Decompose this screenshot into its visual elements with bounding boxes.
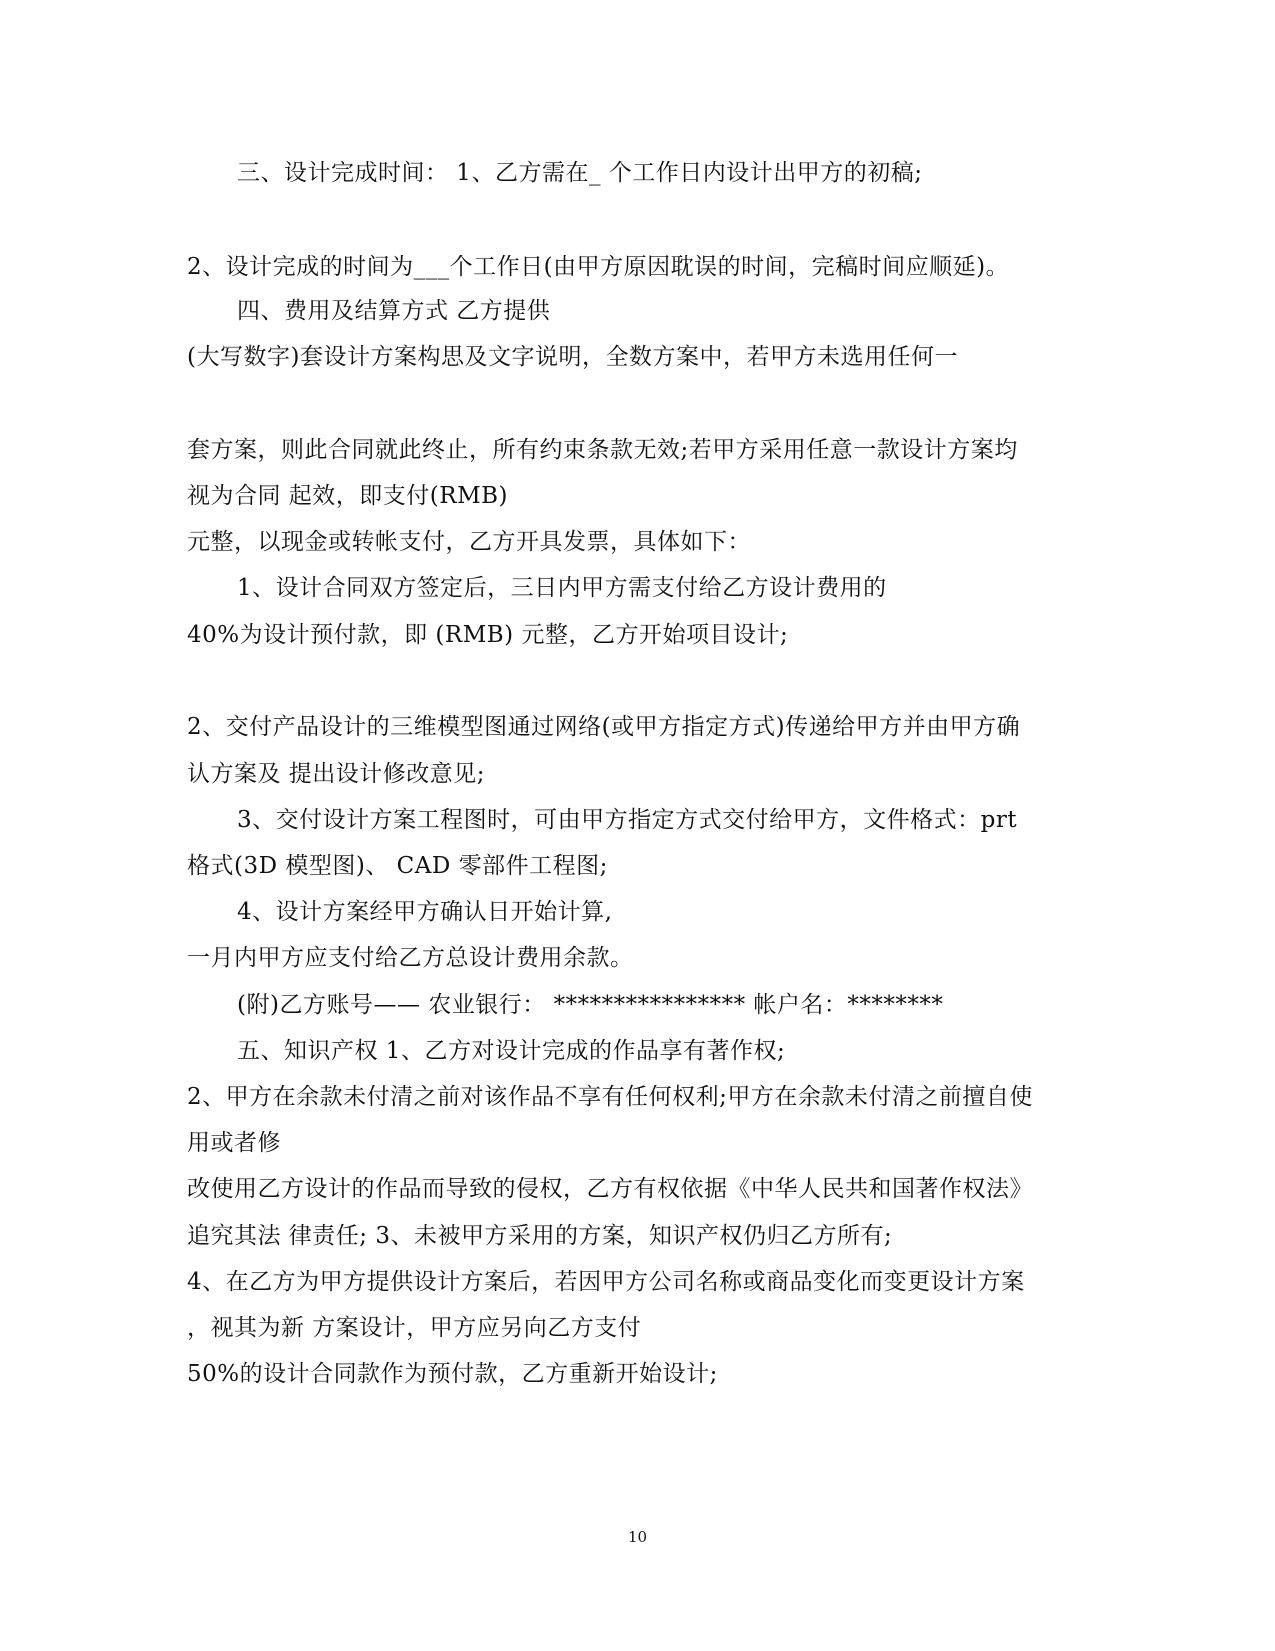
- text-line: (大写数字)套设计方案构思及文字说明，全数方案中，若甲方未选用任何一: [187, 344, 958, 370]
- text-line: 3、交付设计方案工程图时，可由甲方指定方式交付给甲方，文件格式：prt: [237, 807, 1018, 833]
- text-line: 元整，以现金或转帐支付，乙方开具发票，具体如下：: [187, 529, 751, 555]
- text-line: 格式(3D 模型图)、 CAD 零部件工程图;: [187, 853, 608, 879]
- text-line: 2、交付产品设计的三维模型图通过网络(或甲方指定方式)传递给甲方并由甲方确: [187, 714, 1021, 740]
- text-line: 套方案，则此合同就此终止，所有约束条款无效;若甲方采用任意一款设计方案均: [187, 437, 1018, 463]
- text-line: 用或者修: [187, 1130, 281, 1156]
- text-line: 4、设计方案经甲方确认日开始计算,: [237, 899, 613, 925]
- text-line: 50%的设计合同款作为预付款，乙方重新开始设计;: [187, 1361, 718, 1387]
- text-line: 改使用乙方设计的作品而导致的侵权，乙方有权依据《中华人民共和国著作权法》: [187, 1176, 1033, 1202]
- text-line: 追究其法 律责任; 3、未被甲方采用的方案，知识产权仍归乙方所有;: [187, 1223, 893, 1249]
- text-line: 五、知识产权 1、乙方对设计完成的作品享有著作权;: [237, 1038, 786, 1064]
- text-line: 2、甲方在余款未付清之前对该作品不享有任何权利;甲方在余款未付清之前擅自使: [187, 1084, 1033, 1110]
- text-line: 一月内甲方应支付给乙方总设计费用余款。: [187, 945, 634, 971]
- text-line: 2、设计完成的时间为___个工作日(由甲方原因耽误的时间，完稿时间应顺延)。: [187, 254, 1010, 280]
- text-line: 视为合同 起效，即支付(RMB): [187, 483, 509, 509]
- text-line: (附)乙方账号—— 农业银行： **************** 帐户名：********: [237, 992, 944, 1018]
- text-line: ，视其为新 方案设计，甲方应另向乙方支付: [187, 1315, 642, 1341]
- text-line: 三、设计完成时间： 1、乙方需在_ 个工作日内设计出甲方的初稿;: [237, 160, 923, 186]
- text-line: 40%为设计预付款，即 (RMB) 元整，乙方开始项目设计;: [187, 622, 789, 648]
- page-number: 10: [627, 1528, 648, 1546]
- text-line: 认方案及 提出设计修改意见;: [187, 761, 486, 787]
- text-line: 四、费用及结算方式 乙方提供: [237, 298, 551, 324]
- text-line: 1、设计合同双方签定后，三日内甲方需支付给乙方设计费用的: [237, 575, 887, 601]
- text-line: 4、在乙方为甲方提供设计方案后，若因甲方公司名称或商品变化而变更设计方案: [187, 1269, 1025, 1295]
